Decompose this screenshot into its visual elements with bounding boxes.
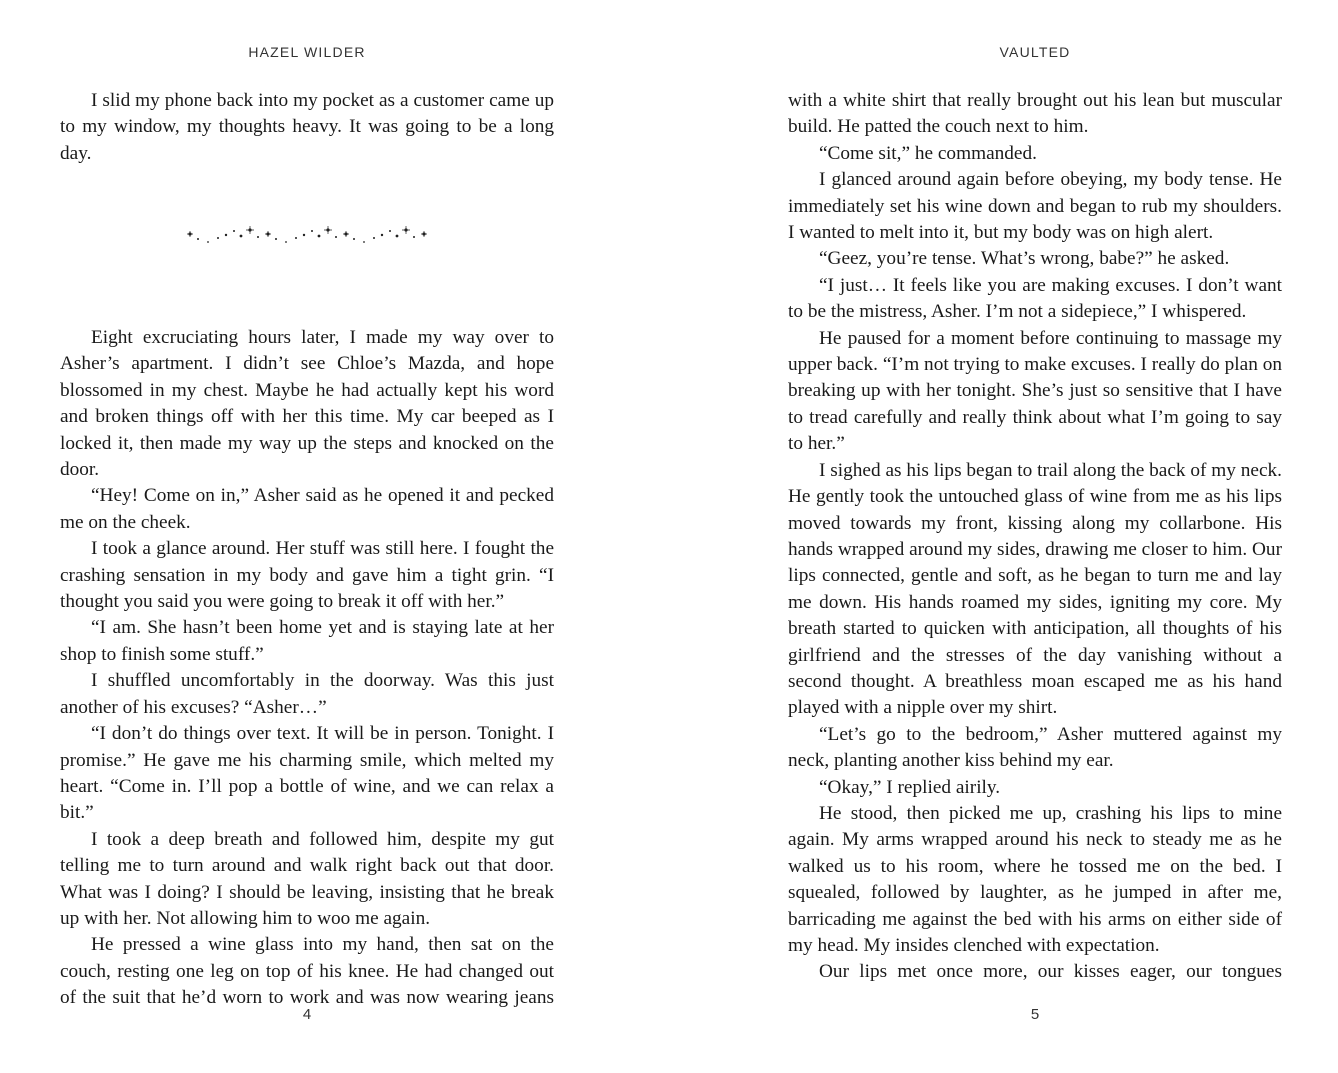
section-one [60, 88, 554, 167]
paragraph: “I just… It feels like you are making excuses. I don’t want to be the mistress, Asher. I’m not a sidepiece,” I whispered. [788, 274, 1282, 323]
paragraph: Our lips met once more, our kisses eager, our tongues [819, 961, 1282, 983]
paragraph: Eight excruciating hours later, I made my way over to Asher’s apartment. I didn’t see Chloe’s Mazda, and hope blossomed in my chest. Maybe he had actually kept his word and broken things off with her this time. My car beeped as I locked it, then made my way up the steps and knocked on the door. [60, 327, 554, 481]
page-number: 4 [302, 1006, 312, 1023]
paragraph: I glanced around again before obeying, my body tense. He immediately set his wine down and began to rub my shoulders. I wanted to melt into it, but my body was on high alert. [788, 169, 1282, 244]
paragraph: “Geez, you’re tense. What’s wrong, babe?” he asked. [819, 248, 1230, 270]
right-page [788, 0, 1282, 1073]
paragraph: He pressed a wine glass into my hand, then sat on the couch, resting one leg on top of his knee. He had changed out of the suit that he’d worn to work and was now wearing jeans [60, 934, 554, 1009]
paragraph: I slid my phone back into my pocket as a customer came up to my window, my thoughts heavy. It was going to be a long day. [60, 90, 554, 164]
paragraph: I took a glance around. Her stuff was still here. I fought the crashing sensation in my body and gave him a tight grin. “I thought you said you were going to break it off with her.” [60, 538, 554, 613]
paragraph-continuation: with a white shirt that really brought out his lean but muscular build. He patted the couch next to him. [788, 90, 1282, 138]
running-head-author: HAZEL WILDER [248, 44, 366, 60]
page-number: 5 [1030, 1006, 1040, 1023]
paragraph: “Hey! Come on in,” Asher said as he opened it and pecked me on the cheek. [60, 485, 554, 533]
paragraph: I sighed as his lips began to trail along the back of my neck. He gently took the untouched glass of wine from me as his lips moved towards my front, kissing along my collarbone. His hands wrapped around my sides, drawing me closer to him. Our lips connected, gentle and soft, as he began to turn me and lay me down. His hands roamed my sides, igniting my core. My breath started to quicken with anticipation, all thoughts of his girlfriend and the stresses of the day vanishing without a second thought. A breathless moan escaped me as his hand played with a nipple over my shirt. [788, 459, 1282, 719]
star-sparkle-divider-icon [186, 222, 430, 252]
left-page [60, 0, 554, 1073]
paragraph: “Let’s go to the bedroom,” Asher muttered against my neck, planting another kiss behind my ear. [788, 723, 1282, 772]
paragraph: “I am. She hasn’t been home yet and is staying late at her shop to finish some stuff.” [60, 617, 554, 665]
paragraph: I took a deep breath and followed him, despite my gut telling me to turn around and walk right back out that door. What was I doing? I should be leaving, insisting that he break up with her. Not allowing him to woo me again. [60, 828, 554, 929]
paragraph: “Come sit,” he commanded. [819, 142, 1037, 164]
paragraph: “Okay,” I replied airily. [819, 776, 1001, 798]
right-body [788, 88, 1282, 986]
paragraph: I shuffled uncomfortably in the doorway. Was this just another of his excuses? “Asher…” [60, 670, 554, 718]
section-two [60, 325, 554, 1012]
paragraph: He paused for a moment before continuing to massage my upper back. “I’m not trying to make excuses. I really do plan on breaking up with her tonight. She’s just so sensitive that I have to tread carefully and really think about what I’m going to say to her.” [788, 327, 1282, 455]
paragraph: He stood, then picked me up, crashing his lips to mine again. My arms wrapped around his neck to steady me as he walked us to his room, where he tossed me on the bed. I squealed, followed by laughter, as he jumped in after me, barricading me against the bed with his arms on either side of my head. My insides clenched with expectation. [788, 802, 1282, 956]
paragraph: “I don’t do things over text. It will be in person. Tonight. I promise.” He gave me his charming smile, which melted my heart. “Come in. I’ll pop a bottle of wine, and we can relax a bit.” [60, 723, 554, 824]
running-head-title: VAULTED [999, 44, 1071, 60]
